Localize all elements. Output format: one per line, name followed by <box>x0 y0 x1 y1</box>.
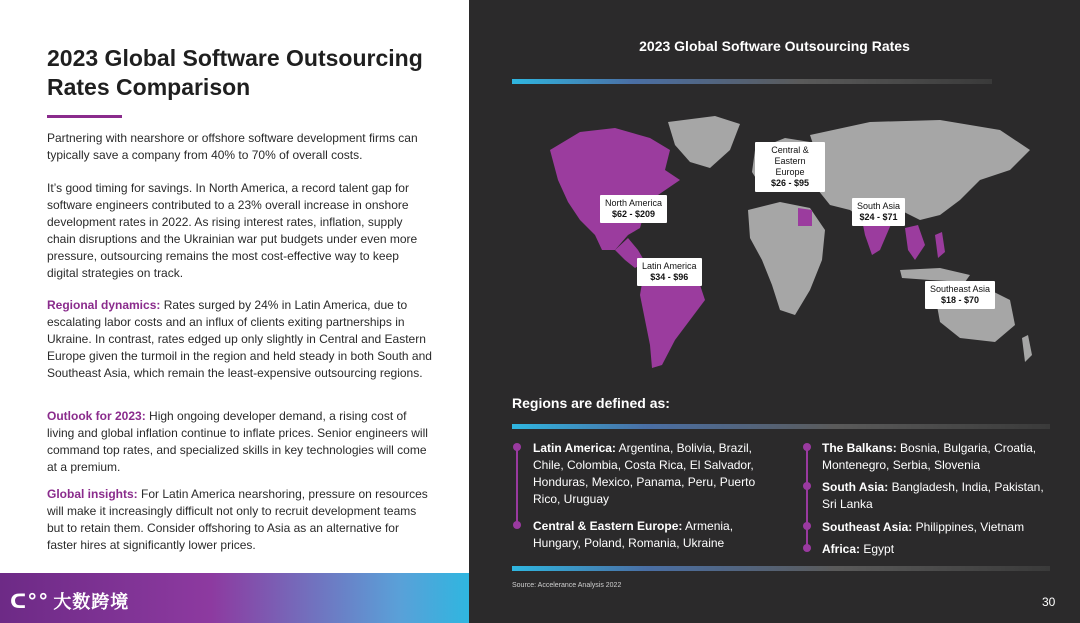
timeline-line-right <box>806 448 808 548</box>
callout-cee-name: Central & Eastern Europe <box>771 145 809 177</box>
region-africa-text: Egypt <box>860 542 895 556</box>
africa-shape <box>748 202 825 315</box>
bullet-dot <box>803 443 811 451</box>
outlook-label: Outlook for 2023: <box>47 409 146 423</box>
title-divider <box>47 115 122 118</box>
region-south-asia-label: South Asia: <box>822 480 889 494</box>
map-title: 2023 Global Software Outsourcing Rates <box>639 38 910 54</box>
source-note: Source: Accelerance Analysis 2022 <box>512 582 622 589</box>
region-southeast-asia-text: Philippines, Vietnam <box>912 520 1025 534</box>
callout-south-asia-name: South Asia <box>857 201 901 211</box>
bullet-dot <box>513 521 521 529</box>
region-balkans <box>822 440 1052 474</box>
bullet-dot <box>803 482 811 490</box>
region-south-asia <box>822 479 1052 513</box>
page-title: 2023 Global Software Outsourcing Rates Comparison <box>47 45 423 100</box>
global-insights-label: Global insights: <box>47 487 138 501</box>
region-latin-america <box>533 440 773 508</box>
region-africa <box>822 541 1052 558</box>
north-america-shape <box>550 128 680 250</box>
outlook-paragraph <box>47 408 432 476</box>
bottom-gradient-bar <box>512 566 1050 571</box>
bullet-dot <box>513 443 521 451</box>
region-south-asia-text: Bangladesh, India, Pakistan, Sri Lanka <box>822 480 1044 511</box>
asia-shape <box>810 120 1030 230</box>
egypt-shape <box>798 208 812 226</box>
callout-latin-america-rate: $34 - $96 <box>650 272 689 282</box>
region-balkans-text: Bosnia, Bulgaria, Croatia, Montenegro, Serbia, Slovenia <box>822 441 1037 472</box>
callout-southeast-asia <box>925 281 995 309</box>
outlook-text: High ongoing developer demand, a rising cost of living and global inflation continue to inflate prices. Senior engineers will command top rates, and specialized skills in key technologies will come at a premium. <box>47 409 428 474</box>
regional-dynamics-label: Regional dynamics: <box>47 298 161 312</box>
bullet-dot <box>803 544 811 552</box>
timeline-line-left <box>516 448 518 526</box>
region-southeast-asia-label: Southeast Asia: <box>822 520 913 534</box>
left-panel <box>0 0 469 623</box>
callout-southeast-asia-name: Southeast Asia <box>930 284 991 294</box>
region-latin-america-label: Latin America: <box>533 441 616 455</box>
global-insights-paragraph <box>47 486 432 554</box>
intro-paragraph: Partnering with nearshore or offshore software development firms can typically save a company from 40% to 70% of overall costs. <box>47 131 418 162</box>
indonesia-shape <box>900 268 970 282</box>
logo-mark-icon: ᑕ°° <box>10 589 50 613</box>
greenland-shape <box>668 116 740 168</box>
top-gradient-bar <box>512 79 992 84</box>
callout-latin-america <box>637 258 702 286</box>
callout-north-america-rate: $62 - $209 <box>611 209 656 219</box>
callout-cee-rate: $26 - $95 <box>770 178 810 188</box>
regions-gradient-bar <box>512 424 1050 429</box>
region-latin-america-text: Argentina, Bolivia, Brazil, Chile, Colombia, Costa Rica, El Salvador, Honduras, Mexico, Panama, Peru, Puerto Rico, Uruguay <box>533 441 756 506</box>
region-balkans-label: The Balkans: <box>822 441 897 455</box>
region-southeast-asia <box>822 519 1052 536</box>
global-insights-text: For Latin America nearshoring, pressure on resources will make it increasingly difficult not only to recruit development teams but to retain them. Consider offshoring to Asia as an alternative for faster hires at significantly lower prices. <box>47 487 428 552</box>
region-cee-label: Central & Eastern Europe: <box>533 519 683 533</box>
regional-dynamics-paragraph <box>47 297 432 382</box>
new-zealand-shape <box>1022 335 1032 362</box>
page-number: 30 <box>1042 595 1056 609</box>
watermark-logo <box>10 588 129 614</box>
callout-north-america <box>600 195 667 223</box>
philippines-shape <box>935 232 945 258</box>
callout-south-asia-rate: $24 - $71 <box>859 212 898 222</box>
bullet-dot <box>803 522 811 530</box>
callout-latin-america-name: Latin America <box>642 261 697 271</box>
callout-south-asia <box>852 198 905 226</box>
timing-paragraph: It’s good timing for savings. In North America, a record talent gap for software engineers contributed to a 23% overall increase in onshore development rates in 2022. As rising interest rates, inflation, supply chain disruptions and the Ukrainian war put budgets under even more pressure, outsourcing remains the most cost-effective way to keep digital strategies on track. <box>47 181 418 280</box>
callout-north-america-name: North America <box>605 198 663 208</box>
region-cee-text: Armenia, Hungary, Poland, Romania, Ukraine <box>533 519 734 550</box>
regions-title: Regions are defined as: <box>512 395 670 411</box>
region-cee <box>533 518 753 552</box>
callout-southeast-asia-rate: $18 - $70 <box>941 295 980 305</box>
logo-text: 大数跨境 <box>53 592 130 612</box>
southeast-asia-shape <box>905 225 925 260</box>
regional-dynamics-text: Rates surged by 24% in Latin America, due to escalating labor costs and an influx of clients exiting partnerships in Ukraine. In contrast, rates edged up only slightly in Central and Eastern Europe given the turmoil in the region and held steady in both South and Southeast Asia, which remain the least-expensive outsourcing regions. <box>47 298 432 380</box>
callout-cee <box>755 142 825 192</box>
region-africa-label: Africa: <box>822 542 861 556</box>
